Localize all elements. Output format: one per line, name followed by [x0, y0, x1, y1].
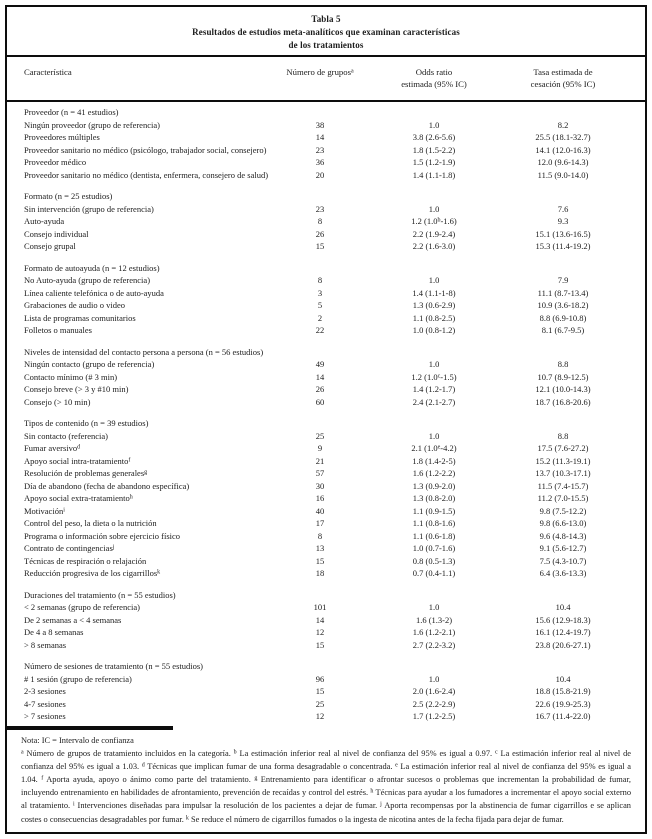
table-row [7, 455, 645, 468]
row-odds-ratio: 1.1 (0.6-1.8) [412, 530, 456, 541]
row-label: Lista de programas comunitarios [24, 312, 136, 323]
row-cessation-rate: 23.8 (20.6-27.1) [535, 639, 591, 650]
row-groups-count: 8 [317, 216, 323, 226]
table-number: Tabla 5 [311, 14, 341, 24]
table-row [7, 203, 645, 216]
row-cessation-rate: 8.2 [557, 119, 569, 130]
row-odds-ratio: 1.3 (0.8-2.0) [412, 493, 456, 503]
row-groups-count: 25 [315, 698, 325, 709]
table-row [7, 144, 645, 157]
row-groups-count: 38 [315, 119, 325, 130]
row-cessation-rate: 7.6 [557, 203, 569, 214]
row-groups-count: 8 [317, 530, 323, 541]
section-header: Número de sesiones de tratamiento (n = 55 estudios) [24, 661, 204, 671]
column-header-cessation-rate [507, 66, 645, 90]
row-cessation-rate: 10.4 [555, 673, 571, 684]
row-label: 4-7 sesiones [24, 698, 66, 709]
row-label: Ningún contacto (grupo de referencia) [24, 359, 155, 369]
row-label: > 7 sesiones [24, 711, 66, 721]
notes-footnotes: $^a$ Número de grupos de tratamiento incluidos en la categoría. $^b$ La estimación inferior real al nivel de confianza del 95% es igual a 0.97. $^c$ La estimación inferior real al nivel de confianza del 95% es igual a 1.03. $^d$ Técnicas que implican fumar de una forma desagradable o concentrada. $^e$ La estimación inferior real al nivel de confianza del 95% es igual a 1.04. $^f$ Aporta ayuda, apoyo o ánimo como parte del tratamiento. $^g$ Entrenamiento para identificar o afrontar sucesos o problemas que incrementan la probabilidad de fumar, incluyendo entrenamiento en habilidades de afrontamiento, prevención de recaídas y control del estrés. $^h$ Técnicas para ayudar a los fumadores a incrementar el apoyo social externo al tratamiento. $^i$ Intervenciones diseñadas para impulsar la resolución de los pacientes a dejar de fumar. $^j$ Aporta recompensas por la abstinencia de fumar cigarrillos e se aplican costes o consecuencias desagradables por fumar. $^k$ Se reduce el número de cigarrillos fumados o la ingesta de nicotina antes de la fecha fijada para dejar de fumar. [21, 748, 632, 824]
row-groups-count: 3 [317, 287, 323, 298]
row-label: Reducción progresiva de los cigarrillos$^k$ [24, 568, 161, 578]
row-odds-ratio: 2.7 (2.2-3.2) [412, 639, 456, 650]
table-row [7, 442, 645, 455]
row-odds-ratio: 1.3 (0.6-2.9) [412, 300, 456, 310]
row-groups-count: 101 [313, 602, 327, 612]
row-label: Sin intervención (grupo de referencia) [24, 203, 154, 214]
row-odds-ratio: 1.0 [428, 203, 440, 214]
row-groups-count: 17 [315, 518, 325, 528]
table-row [7, 517, 645, 530]
table-section [7, 106, 645, 181]
table-row [7, 480, 645, 493]
row-groups-count: 12 [315, 711, 325, 721]
row-label: De 2 semanas a < 4 semanas [24, 614, 122, 625]
table-outer-border [5, 5, 647, 834]
section-header: Formato de autoayuda (n = 12 estudios) [24, 262, 160, 273]
row-cessation-rate: 10.4 [555, 602, 571, 612]
table-row [7, 614, 645, 627]
table-row [7, 505, 645, 518]
row-groups-count: 15 [315, 241, 325, 251]
row-groups-count: 16 [315, 493, 325, 503]
row-groups-count: 2 [317, 312, 323, 323]
row-cessation-rate: 11.2 (7.0-15.5) [537, 493, 589, 503]
section-header: Duraciones del tratamiento (n = 55 estudios) [24, 589, 176, 600]
column-header-row [7, 57, 645, 100]
row-cessation-rate: 15.2 (11.3-19.1) [535, 455, 591, 466]
row-cessation-rate: 9.1 (5.6-12.7) [539, 543, 587, 553]
table-section [7, 190, 645, 253]
row-odds-ratio: 2.0 (1.6-2.4) [412, 686, 456, 696]
row-label: Control del peso, la dieta o la nutrición [24, 518, 157, 528]
row-label: Contacto mínimo (# 3 min) [24, 371, 118, 382]
table-section [7, 660, 645, 723]
row-groups-count: 8 [317, 275, 323, 285]
row-label: Sin contacto (referencia) [24, 430, 109, 441]
row-groups-count: 40 [315, 505, 325, 516]
row-odds-ratio: 1.1 (0.8-1.6) [412, 518, 456, 528]
rate-header-line-1: Tasa estimada de [533, 67, 593, 77]
row-cessation-rate: 17.5 (7.6-27.2) [537, 443, 589, 453]
row-label: Proveedor médico [24, 157, 87, 167]
row-odds-ratio: 0.8 (0.5-1.3) [412, 555, 456, 566]
row-odds-ratio: 1.0 [428, 359, 440, 369]
row-cessation-rate: 12.1 (10.0-14.3) [535, 384, 591, 394]
notes-abbreviation-line: Nota: IC = Intervalo de confianza [21, 735, 134, 745]
row-cessation-rate: 16.7 (11.4-22.0) [535, 711, 591, 721]
table-row [7, 685, 645, 698]
row-odds-ratio: 1.2 (1.0$^b$-1.6) [411, 216, 457, 226]
row-cessation-rate: 22.6 (19.9-25.3) [535, 698, 591, 709]
row-label: Día de abandono (fecha de abandono específica) [24, 480, 190, 491]
table-row [7, 371, 645, 384]
row-odds-ratio: 1.0 [428, 119, 440, 130]
row-cessation-rate: 9.6 (4.8-14.3) [539, 530, 587, 541]
row-label: < 2 semanas (grupo de referencia) [24, 602, 140, 612]
row-cessation-rate: 8.8 [557, 359, 569, 369]
row-groups-count: 23 [315, 203, 325, 214]
row-cessation-rate: 14.1 (12.0-16.3) [535, 144, 591, 155]
table-row [7, 639, 645, 652]
odds-header-line-1: Odds ratio [415, 67, 453, 77]
table-row [7, 156, 645, 169]
row-cessation-rate: 7.9 [557, 275, 569, 285]
row-odds-ratio: 1.8 (1.5-2.2) [412, 144, 456, 155]
row-cessation-rate: 9.3 [557, 216, 569, 226]
row-odds-ratio: 1.4 (1.1-1.8) [412, 169, 456, 180]
row-cessation-rate: 9.8 (6.6-13.0) [539, 518, 587, 528]
table-row [7, 358, 645, 371]
row-label: Fumar aversivo$^d$ [24, 443, 81, 453]
row-groups-count: 15 [315, 555, 325, 566]
row-odds-ratio: 0.7 (0.4-1.1) [412, 568, 456, 578]
row-label: Técnicas de respiración o relajación [24, 555, 147, 566]
row-label: Contrato de contingencias$^j$ [24, 543, 115, 553]
row-odds-ratio: 1.8 (1.4-2-5) [412, 455, 456, 466]
row-odds-ratio: 1.7 (1.2-2.5) [412, 711, 456, 721]
table-section [7, 417, 645, 580]
row-groups-count: 49 [315, 359, 325, 369]
row-label: No Auto-ayuda (grupo de referencia) [24, 275, 151, 285]
row-groups-count: 26 [315, 228, 325, 239]
table-row [7, 131, 645, 144]
table-row [7, 601, 645, 614]
row-odds-ratio: 1.0 [428, 430, 440, 441]
row-groups-count: 60 [315, 396, 325, 407]
row-groups-count: 22 [315, 325, 325, 335]
row-odds-ratio: 1.6 (1.2-2.2) [412, 468, 456, 478]
row-odds-ratio: 1.0 (0.8-1.2) [412, 325, 456, 335]
row-odds-ratio: 1.2 (1.0$^c$-1.5) [411, 371, 457, 382]
column-header-odds-ratio [361, 66, 507, 90]
table-row [7, 673, 645, 686]
column-header-characteristic: Característica [24, 67, 72, 77]
row-groups-count: 21 [315, 455, 325, 466]
row-odds-ratio: 1.0 [428, 673, 440, 684]
table-row [7, 567, 645, 580]
row-odds-ratio: 2.4 (2.1-2.7) [412, 396, 456, 407]
table-title-line-1: Resultados de estudios meta-analíticos que examinan características [192, 27, 460, 37]
row-odds-ratio: 2.5 (2.2-2.9) [412, 698, 456, 709]
table-row [7, 555, 645, 568]
row-groups-count: 57 [315, 468, 325, 478]
row-label: Línea caliente telefónica o de auto-ayuda [24, 287, 164, 298]
table-row [7, 467, 645, 480]
table-row [7, 274, 645, 287]
row-groups-count: 96 [315, 673, 325, 684]
row-odds-ratio: 1.3 (0.9-2.0) [412, 480, 456, 491]
row-cessation-rate: 11.1 (8.7-13.4) [537, 287, 589, 298]
row-cessation-rate: 9.8 (7.5-12.2) [539, 505, 587, 516]
row-label: Proveedor sanitario no médico (dentista, enfermera, consejero de salud) [24, 169, 269, 180]
row-label: Consejo (> 10 min) [24, 396, 91, 407]
table-row [7, 324, 645, 337]
row-groups-count: 14 [315, 614, 325, 625]
table-row [7, 215, 645, 228]
row-cessation-rate: 15.6 (12.9-18.3) [535, 614, 591, 625]
table-row [7, 312, 645, 325]
table-row [7, 287, 645, 300]
row-odds-ratio: 1.6 (1.2-2.1) [412, 627, 456, 637]
row-odds-ratio: 1.4 (1.2-1.7) [412, 384, 456, 394]
row-cessation-rate: 18.7 (16.8-20.6) [535, 396, 591, 407]
row-label: Programa o información sobre ejercicio físico [24, 530, 181, 541]
row-groups-count: 12 [315, 627, 325, 637]
table-row [7, 240, 645, 253]
section-header: Niveles de intensidad del contacto persona a persona (n = 56 estudios) [24, 346, 264, 357]
row-label: Apoyo social extra-tratamiento$^h$ [24, 493, 133, 503]
row-label: Consejo breve (> 3 y #10 min) [24, 384, 129, 394]
row-groups-count: 20 [315, 169, 325, 180]
row-groups-count: 9 [317, 443, 323, 453]
table-row [7, 383, 645, 396]
row-odds-ratio: 1.0 (0.7-1.6) [412, 543, 456, 553]
row-cessation-rate: 11.5 (9.0-14.0) [537, 169, 589, 180]
row-label: Auto-ayuda [24, 216, 65, 226]
row-label: 2-3 sesiones [24, 686, 66, 696]
table-title-line-2: de los tratamientos [288, 40, 364, 50]
rate-header-line-2: cesación (95% IC) [530, 79, 596, 89]
row-odds-ratio: 1.0 [428, 275, 440, 285]
row-cessation-rate: 8.1 (6.7-9.5) [541, 325, 585, 335]
section-header: Formato (n = 25 estudios) [24, 191, 113, 201]
row-cessation-rate: 16.1 (12.4-19.7) [535, 627, 591, 637]
table-row [7, 530, 645, 543]
table-row [7, 492, 645, 505]
table-row [7, 169, 645, 182]
section-header: Tipos de contenido (n = 39 estudios) [24, 418, 149, 428]
table-section [7, 346, 645, 409]
row-label: # 1 sesión (grupo de referencia) [24, 673, 132, 684]
table-title-block [7, 7, 645, 55]
row-groups-count: 15 [315, 686, 325, 696]
table-section [7, 262, 645, 337]
row-label: Grabaciones de audio o video [24, 300, 126, 310]
row-cessation-rate: 13.7 (10.3-17.1) [535, 468, 591, 478]
row-label: Folletos o manuales [24, 325, 92, 335]
row-cessation-rate: 25.5 (18.1-32.7) [535, 132, 591, 142]
row-label: Resolución de problemas generales$^g$ [24, 468, 148, 478]
row-odds-ratio: 2.2 (1.6-3.0) [412, 241, 456, 251]
row-cessation-rate: 15.3 (11.4-19.2) [535, 241, 591, 251]
row-odds-ratio: 1.5 (1.2-1.9) [412, 157, 456, 167]
row-cessation-rate: 10.7 (8.9-12.5) [537, 371, 589, 382]
table-section [7, 589, 645, 652]
row-groups-count: 25 [315, 430, 325, 441]
row-groups-count: 18 [315, 568, 325, 578]
row-groups-count: 30 [315, 480, 325, 491]
table-row [7, 710, 645, 723]
row-odds-ratio: 3.8 (2.6-5.6) [412, 132, 456, 142]
table-notes [7, 730, 645, 826]
row-label: Consejo grupal [24, 241, 76, 251]
row-groups-count: 15 [315, 639, 325, 650]
row-groups-count: 14 [315, 132, 325, 142]
row-label: Proveedor sanitario no médico (psicólogo, trabajador social, consejero) [24, 144, 267, 155]
row-cessation-rate: 7.5 (4.3-10.7) [539, 555, 587, 566]
row-groups-count: 36 [315, 157, 325, 167]
row-label: > 8 semanas [24, 639, 67, 650]
row-label: De 4 a 8 semanas [24, 627, 84, 637]
row-cessation-rate: 8.8 [557, 430, 569, 441]
row-odds-ratio: 2.2 (1.9-2.4) [412, 228, 456, 239]
row-odds-ratio: 1.1 (0.9-1.5) [412, 505, 456, 516]
row-label: Apoyo social intra-tratamiento$^f$ [24, 455, 131, 466]
row-groups-count: 26 [315, 384, 325, 394]
table-row [7, 119, 645, 132]
row-groups-count: 5 [317, 300, 323, 310]
section-header: Proveedor (n = 41 estudios) [24, 107, 119, 117]
row-cessation-rate: 15.1 (13.6-16.5) [535, 228, 591, 239]
row-label: Motivación$^i$ [24, 505, 65, 516]
table-row [7, 299, 645, 312]
row-odds-ratio: 1.1 (0.8-2.5) [412, 312, 456, 323]
row-groups-count: 13 [315, 543, 325, 553]
row-groups-count: 14 [315, 371, 325, 382]
row-cessation-rate: 8.8 (6.9-10.8) [539, 312, 587, 323]
table-row [7, 396, 645, 409]
table-row [7, 542, 645, 555]
row-odds-ratio: 1.6 (1.3-2) [415, 614, 453, 625]
row-odds-ratio: 1.0 [428, 602, 440, 612]
row-label: Consejo individual [24, 228, 89, 239]
odds-header-line-2: estimada (95% IC) [401, 79, 467, 89]
row-odds-ratio: 2.1 (1.0e-4.2) [411, 443, 457, 453]
row-odds-ratio: 1.4 (1.1-1-8) [412, 287, 456, 298]
table-body [7, 102, 645, 723]
row-cessation-rate: 18.8 (15.8-21.9) [535, 686, 591, 696]
row-cessation-rate: 12.0 (9.6-14.3) [537, 157, 589, 167]
row-groups-count: 23 [315, 144, 325, 155]
table-row [7, 626, 645, 639]
row-cessation-rate: 6.4 (3.6-13.3) [539, 568, 587, 578]
table-row [7, 228, 645, 241]
table-row [7, 698, 645, 711]
row-cessation-rate: 11.5 (7.4-15.7) [537, 480, 589, 491]
table-row [7, 430, 645, 443]
column-header-groups: Número de grupos$^a$ [286, 67, 354, 77]
row-label: Ningún proveedor (grupo de referencia) [24, 119, 160, 130]
row-label: Proveedores múltiples [24, 132, 100, 142]
row-cessation-rate: 10.9 (3.6-18.2) [537, 300, 589, 310]
